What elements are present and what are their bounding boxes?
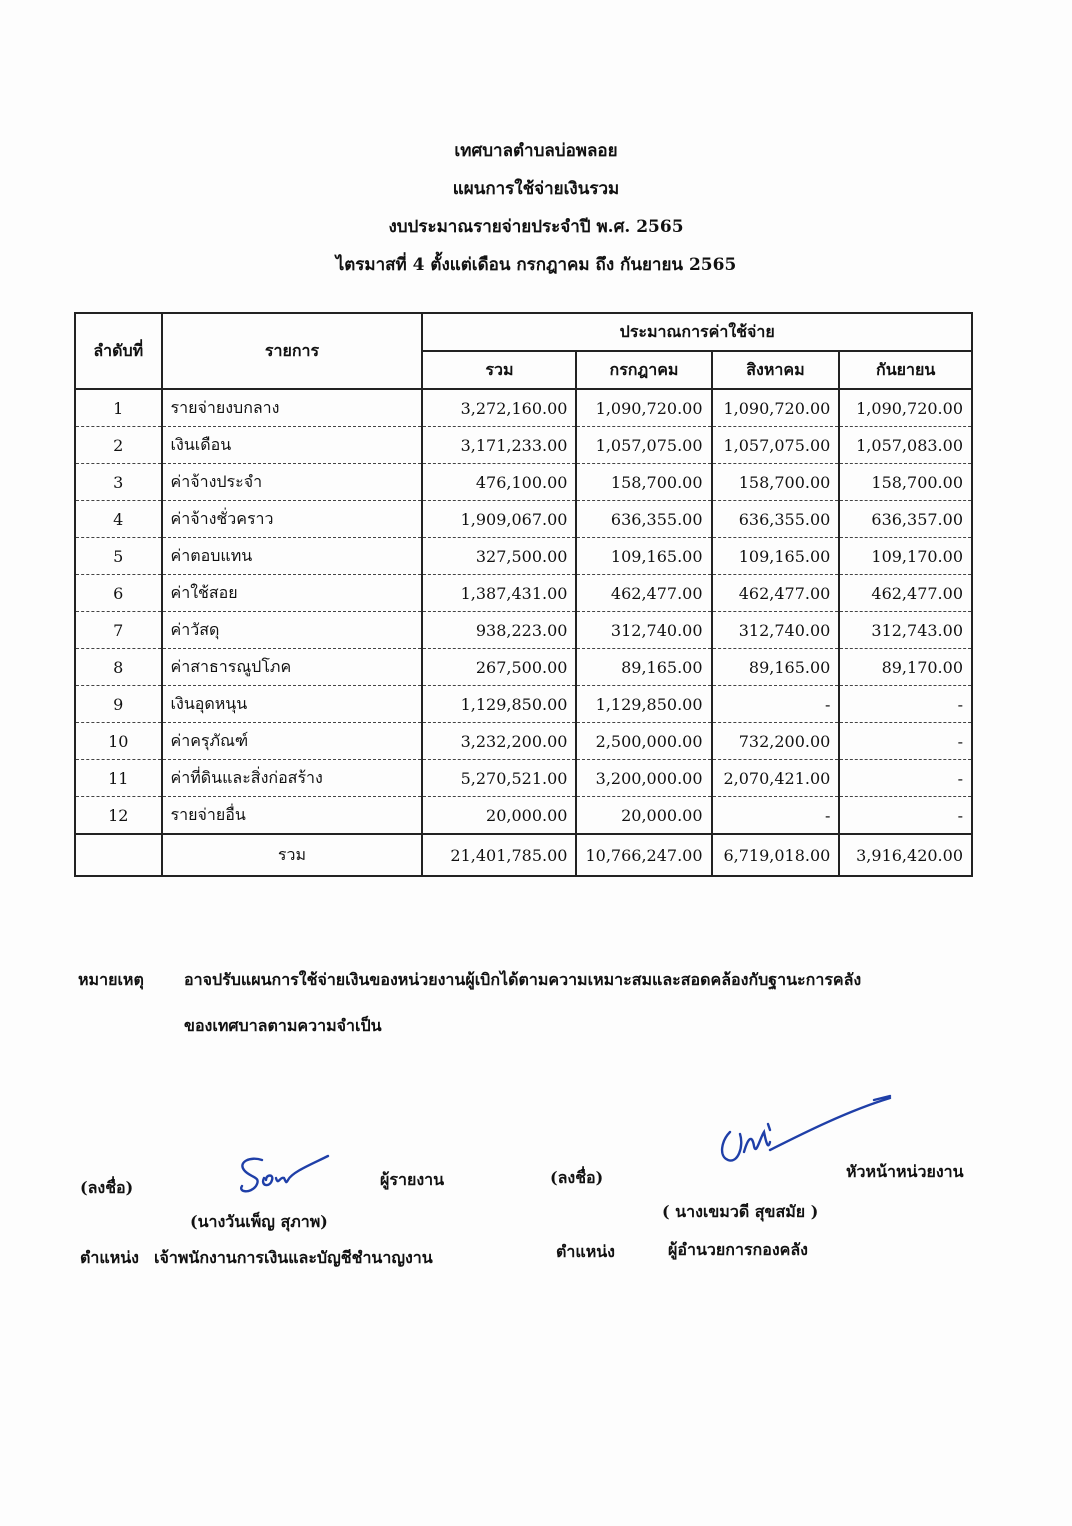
row-aug: 1,090,720.00 [712,389,840,427]
col-header-group: ประมาณการค่าใช้จ่าย [422,313,972,351]
row-total: 20,000.00 [422,797,576,835]
row-sep: - [839,686,972,723]
left-position: เจ้าพนักงานการเงินและบัญชีชำนาญงาน [154,1248,433,1267]
right-position-label: ตำแหน่ง [556,1242,615,1261]
row-item: ค่าจ้างชั่วคราว [162,501,423,538]
row-sep: 636,357.00 [839,501,972,538]
row-no: 8 [75,649,162,686]
row-sep: 109,170.00 [839,538,972,575]
table-row [75,686,972,723]
row-jul: 1,129,850.00 [576,686,711,723]
table-row [75,464,972,501]
row-no: 2 [75,427,162,464]
left-position-label: ตำแหน่ง [80,1248,139,1267]
row-total: 1,909,067.00 [422,501,576,538]
row-sep: - [839,723,972,760]
row-jul: 1,090,720.00 [576,389,711,427]
col-header-item: รายการ [162,313,423,389]
row-aug: 89,165.00 [712,649,840,686]
row-no: 7 [75,612,162,649]
row-jul: 20,000.00 [576,797,711,835]
row-item: ค่าที่ดินและสิ่งก่อสร้าง [162,760,423,797]
total-blank [75,834,162,876]
row-total: 1,129,850.00 [422,686,576,723]
row-item: รายจ่ายงบกลาง [162,389,423,427]
total-sep: 3,916,420.00 [839,834,972,876]
left-handwritten-signature [232,1152,332,1200]
row-item: รายจ่ายอื่น [162,797,423,835]
row-total: 327,500.00 [422,538,576,575]
row-total: 3,171,233.00 [422,427,576,464]
right-signer-name: ( นางเขมวดี สุขสมัย ) [662,1202,819,1221]
row-total: 1,387,431.00 [422,575,576,612]
row-item: ค่าใช้สอย [162,575,423,612]
col-header-aug: สิงหาคม [712,351,840,389]
table-row [75,760,972,797]
row-total: 267,500.00 [422,649,576,686]
row-jul: 636,355.00 [576,501,711,538]
total-jul: 10,766,247.00 [576,834,711,876]
table-row [75,538,972,575]
row-no: 9 [75,686,162,723]
row-no: 5 [75,538,162,575]
table-row [75,427,972,464]
row-aug: 636,355.00 [712,501,840,538]
row-item: ค่าสาธารณูปโภค [162,649,423,686]
row-jul: 109,165.00 [576,538,711,575]
left-sign-label: (ลงชื่อ) [80,1178,134,1197]
row-item: ค่าวัสดุ [162,612,423,649]
right-handwritten-signature [704,1094,898,1168]
document-header [0,132,1072,284]
left-signer-name: (นางวันเพ็ญ สุภาพ) [190,1212,328,1231]
row-sep: 1,090,720.00 [839,389,972,427]
remark-line-2: ของเทศบาลตามความจำเป็น [184,1016,382,1035]
row-no: 10 [75,723,162,760]
row-no: 11 [75,760,162,797]
row-total: 476,100.00 [422,464,576,501]
row-sep: 312,743.00 [839,612,972,649]
table-row [75,389,972,427]
row-no: 3 [75,464,162,501]
row-item: ค่าตอบแทน [162,538,423,575]
row-sep: 158,700.00 [839,464,972,501]
row-no: 12 [75,797,162,835]
row-total: 5,270,521.00 [422,760,576,797]
table-row [75,501,972,538]
table-row [75,649,972,686]
remark-line-1: อาจปรับแผนการใช้จ่ายเงินของหน่วยงานผู้เบิกได้ตามความเหมาะสมและสอดคล้องกับฐานะการคลัง [184,970,862,989]
row-sep: 1,057,083.00 [839,427,972,464]
row-jul: 1,057,075.00 [576,427,711,464]
row-sep: - [839,760,972,797]
row-total: 3,232,200.00 [422,723,576,760]
row-aug: 158,700.00 [712,464,840,501]
budget-table [74,312,973,877]
right-role: หัวหน้าหน่วยงาน [846,1162,964,1181]
total-sum: 21,401,785.00 [422,834,576,876]
row-aug: 2,070,421.00 [712,760,840,797]
col-header-no: ลำดับที่ [75,313,162,389]
row-aug: 109,165.00 [712,538,840,575]
table-row [75,797,972,835]
row-sep: - [839,797,972,835]
row-item: เงินเดือน [162,427,423,464]
total-label: รวม [162,834,423,876]
row-jul: 462,477.00 [576,575,711,612]
col-header-sep: กันยายน [839,351,972,389]
right-position: ผู้อำนวยการกองคลัง [668,1240,808,1259]
row-jul: 2,500,000.00 [576,723,711,760]
row-item: ค่าครุภัณฑ์ [162,723,423,760]
row-aug: 732,200.00 [712,723,840,760]
row-aug: - [712,797,840,835]
col-header-jul: กรกฎาคม [576,351,711,389]
budget-year: งบประมาณรายจ่ายประจำปี พ.ศ. 2565 [388,217,684,237]
org-name: เทศบาลตำบลบ่อพลอย [454,141,618,161]
plan-title: แผนการใช้จ่ายเงินรวม [452,179,620,199]
row-sep: 462,477.00 [839,575,972,612]
table-row [75,575,972,612]
row-no: 1 [75,389,162,427]
remark-label: หมายเหตุ [78,970,144,989]
table-total-row [75,834,972,876]
row-aug: 312,740.00 [712,612,840,649]
table-row [75,723,972,760]
row-item: เงินอุดหนุน [162,686,423,723]
row-no: 6 [75,575,162,612]
row-total: 3,272,160.00 [422,389,576,427]
row-item: ค่าจ้างประจำ [162,464,423,501]
row-aug: 462,477.00 [712,575,840,612]
total-aug: 6,719,018.00 [712,834,840,876]
row-jul: 312,740.00 [576,612,711,649]
col-header-total: รวม [422,351,576,389]
row-aug: - [712,686,840,723]
table-row [75,612,972,649]
row-total: 938,223.00 [422,612,576,649]
row-jul: 89,165.00 [576,649,711,686]
row-sep: 89,170.00 [839,649,972,686]
row-aug: 1,057,075.00 [712,427,840,464]
quarter-period: ไตรมาสที่ 4 ตั้งแต่เดือน กรกฎาคม ถึง กันยายน 2565 [335,255,737,275]
row-jul: 158,700.00 [576,464,711,501]
right-sign-label: (ลงชื่อ) [550,1168,604,1187]
row-jul: 3,200,000.00 [576,760,711,797]
left-role: ผู้รายงาน [380,1170,445,1189]
row-no: 4 [75,501,162,538]
